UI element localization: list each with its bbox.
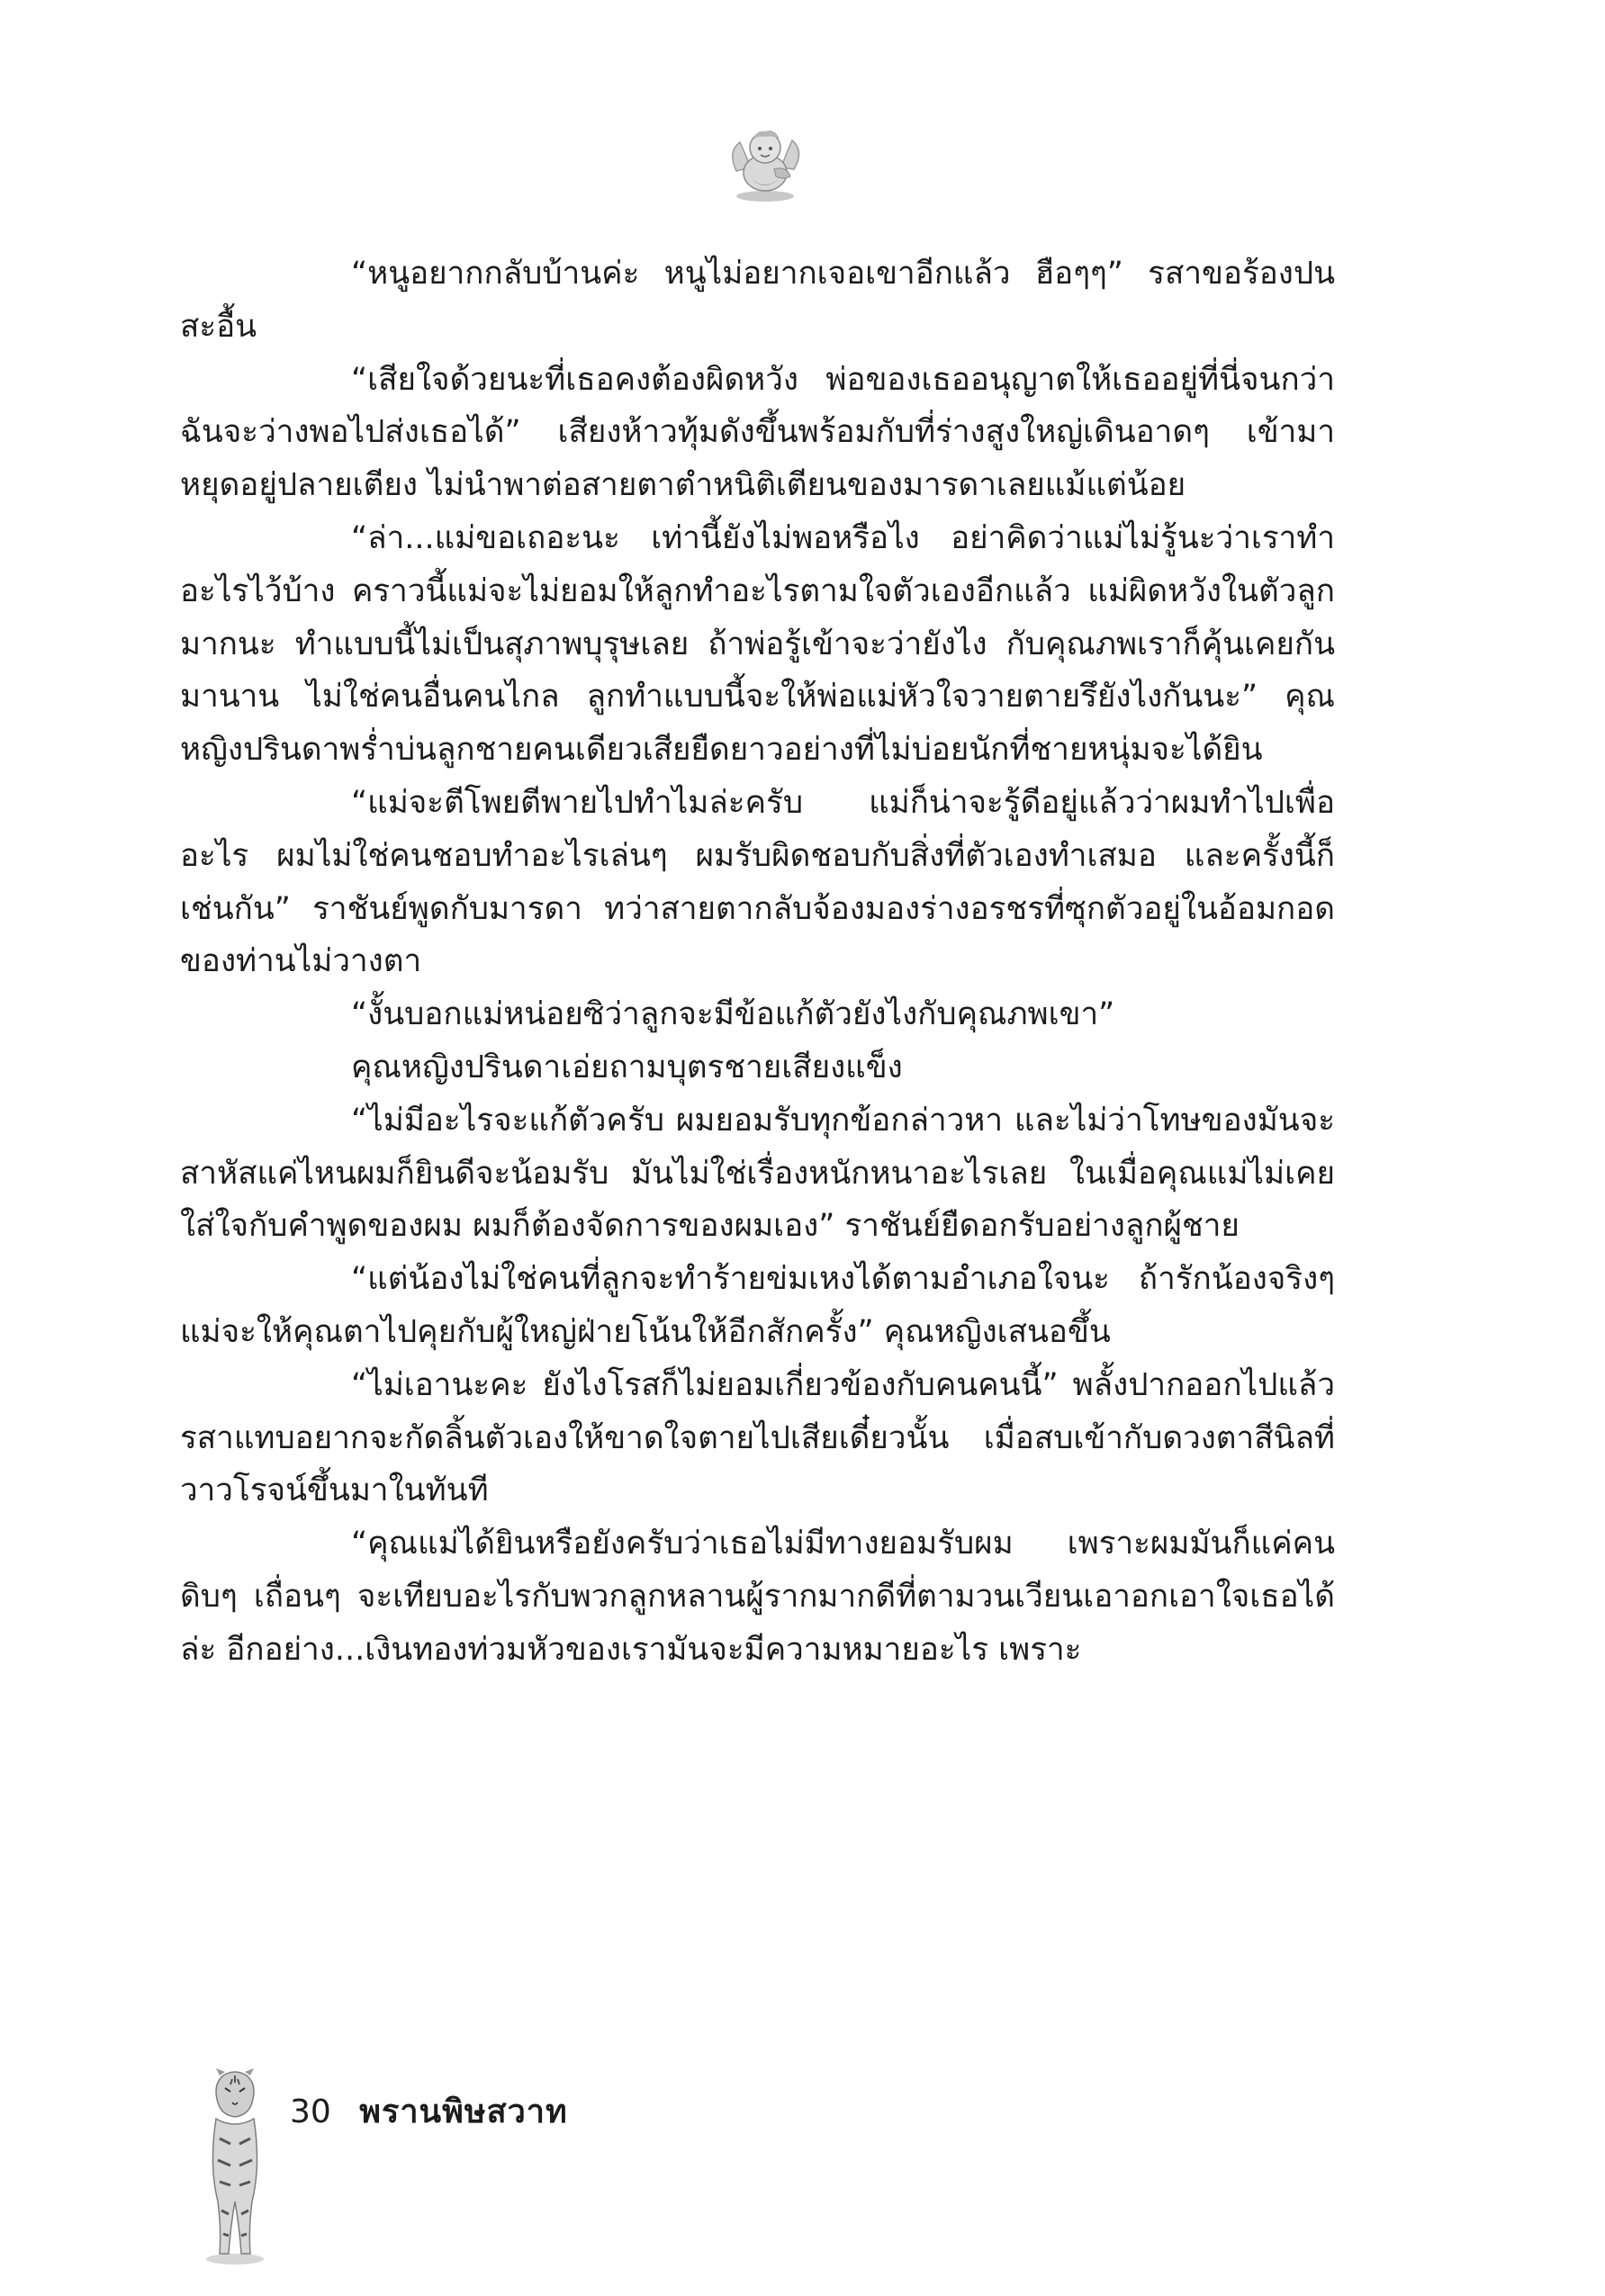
cherub-icon (720, 115, 810, 205)
page-number: 30 (290, 2093, 331, 2130)
paragraph: “แม่จะตีโพยตีพายไปทำไมล่ะครับ แม่ก็น่าจะรู้ดีอยู่แล้วว่าผมทำไปเพื่ออะไร ผมไม่ใช่คนชอบทำอะไรเล่นๆ ผมรับผิดชอบกับสิ่งที่ตัวเองทำเสมอ และครั้งนี้ก็เช่นกัน” ราชันย์พูดกับมารดา ทว่าสายตากลับจ้องมองร่างอรชรที่ซุกตัวอยู่ในอ้อมกอดของท่านไม่วางตา (180, 784, 1335, 980)
story-text (180, 248, 1335, 1677)
paragraph: “ไม่มีอะไรจะแก้ตัวครับ ผมยอมรับทุกข้อกล่าวหา และไม่ว่าโทษของมันจะสาหัสแค่ไหนผมก็ยินดีจะน้อมรับ มันไม่ใช่เรื่องหนักหนาอะไรเลย ในเมื่อคุณแม่ไม่เคยใส่ใจกับคำพูดของผม ผมก็ต้องจัดการของผมเอง” ราชันย์ยืดอกรับอย่างลูกผู้ชาย (180, 1102, 1335, 1245)
book-title: พรานพิษสวาท (359, 2093, 568, 2130)
paragraph: คุณหญิงปรินดาเอ่ยถามบุตรชายเสียงแข็ง (351, 1049, 903, 1085)
paragraph: “คุณแม่ได้ยินหรือยังครับว่าเธอไม่มีทางยอมรับผม เพราะผมมันก็แค่คนดิบๆ เถื่อนๆ จะเทียบอะไรกับพวกลูกหลานผู้รากมากดีที่ตามวนเวียนเอาอกเอาใจเธอได้ล่ะ อีกอย่าง...เงินทองท่วมหัวของเรามันจะมีความหมายอะไร เพราะ (180, 1526, 1335, 1668)
paragraph: “งั้นบอกแม่หน่อยซิว่าลูกจะมีข้อแก้ตัวยังไงกับคุณภพเขา” (351, 996, 1115, 1033)
paragraph: “แต่น้องไม่ใช่คนที่ลูกจะทำร้ายข่มเหงได้ตามอำเภอใจนะ ถ้ารักน้องจริงๆ แม่จะให้คุณตาไปคุยกับผู้ใหญ่ฝ่ายโน้นให้อีกสักครั้ง” คุณหญิงเสนอขึ้น (180, 1261, 1335, 1350)
paragraph: “ล่า...แม่ขอเถอะนะ เท่านี้ยังไม่พอหรือไง อย่าคิดว่าแม่ไม่รู้นะว่าเราทำอะไรไว้บ้าง คราวนี้แม่จะไม่ยอมให้ลูกทำอะไรตามใจตัวเองอีกแล้ว แม่ผิดหวังในตัวลูกมากนะ ทำแบบนี้ไม่เป็นสุภาพบุรุษเลย ถ้าพ่อรู้เข้าจะว่ายังไง กับคุณภพเราก็คุ้นเคยกันมานาน ไม่ใช่คนอื่นคนไกล ลูกทำแบบนี้จะให้พ่อแม่หัวใจวายตายรึยังไงกันนะ” คุณหญิงปรินดาพร่ำบ่นลูกชายคนเดียวเสียยืดยาวอย่างที่ไม่บ่อยนักที่ชายหนุ่มจะได้ยิน (180, 519, 1335, 769)
page-footer (290, 2090, 568, 2135)
paragraph: “ไม่เอานะคะ ยังไงโรสก็ไม่ยอมเกี่ยวข้องกับคนคนนี้” พลั้งปากออกไปแล้วรสาแทบอยากจะกัดลิ้นตัวเองให้ขาดใจตายไปเสียเดี๋ยวนั้น เมื่อสบเข้ากับดวงตาสีนิลที่วาวโรจน์ขึ้นมาในทันที (180, 1366, 1335, 1509)
paragraph: “หนูอยากกลับบ้านค่ะ หนูไม่อยากเจอเขาอีกแล้ว ฮือๆๆ” รสาขอร้องปนสะอื้น (180, 256, 1335, 345)
paragraph: “เสียใจด้วยนะที่เธอคงต้องผิดหวัง พ่อของเธออนุญาตให้เธออยู่ที่นี่จนกว่าฉันจะว่างพอไปส่งเธอได้” เสียงห้าวทุ้มดังขึ้นพร้อมกับที่ร่างสูงใหญ่เดินอาดๆ เข้ามาหยุดอยู่ปลายเตียง ไม่นำพาต่อสายตาตำหนิติเตียนของมารดาเลยแม้แต่น้อย (180, 361, 1335, 504)
tiger-icon (200, 2066, 270, 2266)
